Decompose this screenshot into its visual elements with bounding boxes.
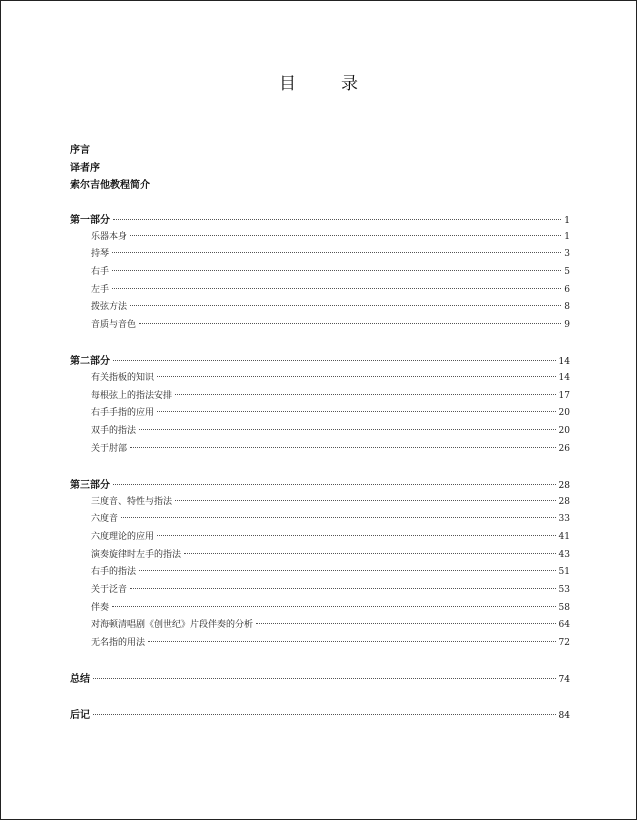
toc-entry bbox=[70, 511, 570, 529]
toc-entry-page-number: 9 bbox=[564, 320, 570, 331]
toc-section-page-number: 28 bbox=[558, 480, 570, 491]
toc-entry-page-number: 51 bbox=[558, 567, 570, 578]
section-spacer bbox=[70, 653, 570, 671]
toc-entry bbox=[70, 246, 570, 264]
toc-section-label: 第一部分 bbox=[70, 215, 110, 226]
toc-entry-page-number: 8 bbox=[564, 302, 570, 313]
dot-leader bbox=[256, 623, 556, 624]
dot-leader bbox=[139, 570, 556, 571]
toc-entry-label: 左手 bbox=[91, 284, 110, 295]
toc-entry-label: 演奏旋律时左手的指法 bbox=[91, 549, 182, 560]
dot-leader bbox=[113, 484, 556, 485]
toc-entry-page-number: 72 bbox=[558, 638, 570, 649]
dot-leader bbox=[157, 535, 556, 536]
dot-leader bbox=[112, 606, 556, 607]
dot-leader bbox=[184, 553, 556, 554]
toc-section-label: 总结 bbox=[70, 674, 90, 686]
dot-leader bbox=[113, 219, 561, 220]
toc-entry bbox=[70, 635, 570, 653]
toc-entry bbox=[70, 617, 570, 635]
dot-leader bbox=[112, 288, 561, 289]
toc-section bbox=[70, 352, 570, 370]
toc-entry bbox=[70, 582, 570, 600]
toc-entry-label: 伴奏 bbox=[91, 602, 110, 613]
toc-entry-label: 六度音 bbox=[91, 514, 119, 525]
dot-leader bbox=[112, 270, 561, 271]
dot-leader bbox=[113, 360, 556, 361]
dot-leader bbox=[148, 641, 556, 642]
toc-entry-label: 关于肘部 bbox=[91, 443, 128, 454]
toc-entry-label: 无名指的用法 bbox=[91, 638, 146, 649]
toc-entry bbox=[70, 405, 570, 423]
dot-leader bbox=[139, 429, 556, 430]
toc-section-page-number: 74 bbox=[558, 675, 570, 686]
toc-entry bbox=[70, 529, 570, 547]
toc-entry bbox=[70, 317, 570, 335]
toc-section-page-number: 14 bbox=[558, 357, 570, 368]
dot-leader bbox=[130, 305, 561, 306]
toc-entry-page-number: 3 bbox=[564, 249, 570, 260]
dot-leader bbox=[175, 500, 556, 501]
front-matter-item: 索尔吉他教程简介 bbox=[70, 180, 150, 191]
dot-leader bbox=[112, 252, 561, 253]
toc-entry-label: 三度音、特性与指法 bbox=[91, 496, 173, 507]
toc-entry bbox=[70, 229, 570, 247]
toc-section-label: 后记 bbox=[70, 709, 90, 721]
toc-entry bbox=[70, 600, 570, 618]
dot-leader bbox=[93, 714, 556, 715]
toc-entry bbox=[70, 388, 570, 406]
toc-entry-label: 关于泛音 bbox=[91, 585, 128, 596]
toc-entry-label: 右手手指的应用 bbox=[91, 408, 155, 419]
toc-entry bbox=[70, 264, 570, 282]
toc-section bbox=[70, 211, 570, 229]
toc-entry-label: 乐器本身 bbox=[91, 231, 128, 242]
toc-entry-label: 右手 bbox=[91, 267, 110, 278]
toc-entry-label: 六度理论的应用 bbox=[91, 532, 155, 542]
toc-entry bbox=[70, 370, 570, 388]
toc-entry-page-number: 17 bbox=[558, 390, 570, 401]
toc-section bbox=[70, 476, 570, 494]
toc-section-label: 第三部分 bbox=[70, 479, 110, 491]
toc-entry-page-number: 64 bbox=[558, 620, 570, 631]
dot-leader bbox=[157, 376, 556, 377]
toc-entry bbox=[70, 441, 570, 459]
dot-leader bbox=[175, 394, 556, 395]
dot-leader bbox=[93, 678, 556, 679]
toc-entry-label: 有关指板的知识 bbox=[91, 373, 155, 383]
toc-entry-label: 对海顿清唱剧《创世纪》片段伴奏的分析 bbox=[91, 620, 254, 631]
toc-section bbox=[70, 670, 570, 688]
dot-leader bbox=[130, 235, 561, 236]
toc-entry-page-number: 26 bbox=[558, 443, 570, 454]
toc-entry bbox=[70, 564, 570, 582]
section-spacer bbox=[70, 458, 570, 476]
toc-entry bbox=[70, 282, 570, 300]
toc-section-label: 第二部分 bbox=[70, 356, 110, 368]
toc-entry-page-number: 6 bbox=[564, 284, 570, 295]
front-matter bbox=[70, 142, 150, 195]
toc-entry bbox=[70, 494, 570, 512]
toc-entry-page-number: 53 bbox=[558, 585, 570, 596]
dot-leader bbox=[121, 517, 556, 518]
dot-leader bbox=[139, 323, 561, 324]
dot-leader bbox=[157, 411, 556, 412]
front-matter-item: 译者序 bbox=[70, 162, 100, 174]
toc-entry-page-number: 43 bbox=[558, 549, 570, 560]
toc-entry-label: 双手的指法 bbox=[91, 426, 137, 437]
toc-entry-page-number: 1 bbox=[564, 231, 570, 242]
toc-entry-page-number: 41 bbox=[558, 532, 570, 542]
toc-entry-label: 每根弦上的指法安排 bbox=[91, 390, 173, 401]
toc-entry-page-number: 20 bbox=[558, 408, 570, 419]
toc-entry bbox=[70, 423, 570, 441]
toc-section-page-number: 1 bbox=[564, 216, 570, 226]
dot-leader bbox=[130, 588, 556, 589]
toc-entry-label: 持琴 bbox=[91, 249, 110, 260]
toc-entry-page-number: 33 bbox=[558, 514, 570, 525]
dot-leader bbox=[130, 447, 556, 448]
section-spacer bbox=[70, 335, 570, 353]
toc-entry-page-number: 20 bbox=[558, 426, 570, 437]
toc-entry bbox=[70, 547, 570, 565]
table-of-contents bbox=[70, 211, 570, 723]
page-title: 目 录 bbox=[279, 74, 372, 94]
toc-entry-page-number: 5 bbox=[564, 267, 570, 278]
toc-entry-page-number: 28 bbox=[558, 496, 570, 507]
toc-entry-page-number: 58 bbox=[558, 602, 570, 613]
section-spacer bbox=[70, 688, 570, 706]
toc-entry bbox=[70, 299, 570, 317]
toc-entry-label: 拨弦方法 bbox=[91, 302, 128, 313]
toc-entry-label: 音质与音色 bbox=[91, 320, 137, 331]
front-matter-item: 序言 bbox=[70, 145, 90, 156]
toc-entry-label: 右手的指法 bbox=[91, 567, 137, 578]
toc-entry-page-number: 14 bbox=[558, 373, 570, 383]
toc-section bbox=[70, 706, 570, 724]
toc-section-page-number: 84 bbox=[558, 710, 570, 721]
